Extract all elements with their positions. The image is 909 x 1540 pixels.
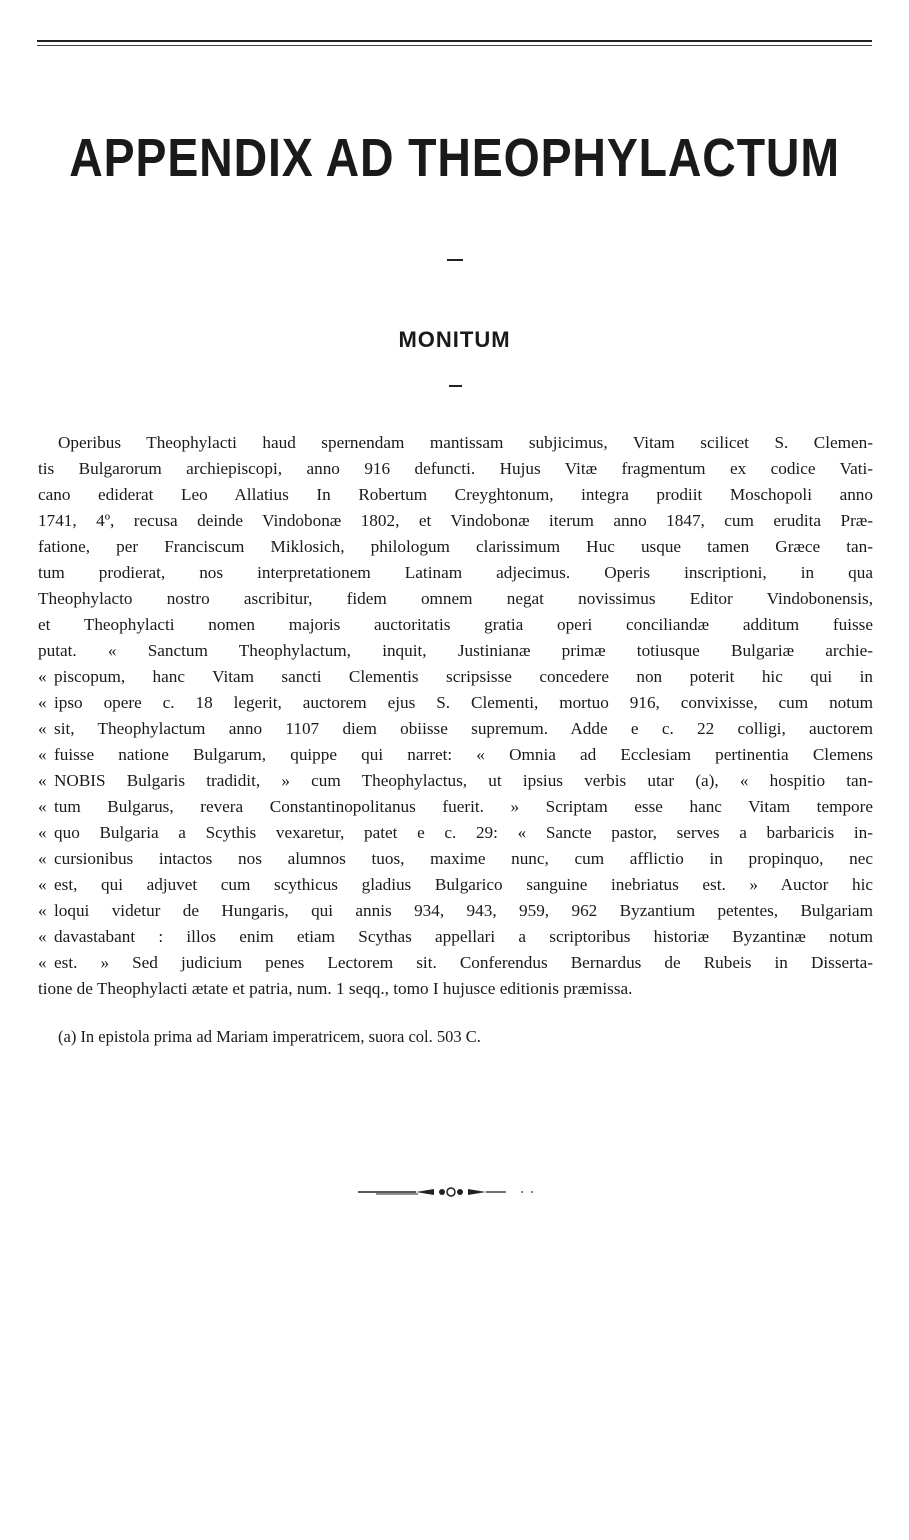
body-line xyxy=(38,638,873,664)
body-line xyxy=(38,768,873,794)
body-line-text: loqui videtur de Hungaris, qui annis 934, 943, 959, 962 Byzantium petentes, Bulgariam xyxy=(54,901,873,920)
body-line-text: NOBIS Bulgaris tradidit, » cum Theophylactus, ut ipsius verbis utar (a), « hospitio tan- xyxy=(54,771,873,790)
body-line-text: fatione, per Franciscum Miklosich, philologum clarissimum Huc usque tamen Græce tan- xyxy=(38,537,873,556)
page-title: APPENDIX AD THEOPHYLACTUM xyxy=(69,128,840,188)
body-line xyxy=(38,430,873,456)
body-line xyxy=(38,664,873,690)
body-line xyxy=(38,898,873,924)
top-rule-thick xyxy=(37,40,872,42)
quote-mark: « xyxy=(38,719,47,738)
quote-mark: « xyxy=(38,667,47,686)
body-line xyxy=(38,534,873,560)
heading-dash xyxy=(449,385,462,387)
body-line-text: piscopum, hanc Vitam sancti Clementis scripsisse concedere non poterit hic qui in xyxy=(54,667,873,686)
body-line-text: fuisse natione Bulgarum, quippe qui narret: « Omnia ad Ecclesiam pertinentia Clemens xyxy=(54,745,873,764)
body-line-text: cano ediderat Leo Allatius In Robertum Creyghtonum, integra prodiit Moschopoli anno xyxy=(38,485,873,504)
quote-mark: « xyxy=(38,927,47,946)
footnote: (a) In epistola prima ad Mariam imperatricem, suora col. 503 C. xyxy=(58,1027,481,1046)
body-line xyxy=(38,872,873,898)
body-line-text: quo Bulgaria a Scythis vexaretur, patet e c. 29: « Sancte pastor, serves a barbaricis in- xyxy=(54,823,873,842)
top-double-rule xyxy=(37,40,872,50)
quote-mark: « xyxy=(38,693,47,712)
quote-mark: « xyxy=(38,797,47,816)
body-line xyxy=(38,716,873,742)
body-line-text: tum Bulgarus, revera Constantinopolitanus fuerit. » Scriptam esse hanc Vitam tempore xyxy=(54,797,873,816)
body-line-text: tione de Theophylacti ætate et patria, num. 1 seqq., tomo I hujusce editionis præmissa. xyxy=(38,979,633,998)
body-line xyxy=(38,508,873,534)
body-line-text: est. » Sed judicium penes Lectorem sit. Conferendus Bernardus de Rubeis in Disserta- xyxy=(54,953,873,972)
body-line xyxy=(38,820,873,846)
body-line xyxy=(38,924,873,950)
title-dash xyxy=(447,259,463,261)
body-line xyxy=(38,456,873,482)
monitum-body xyxy=(38,430,873,1002)
body-line-text: est, qui adjuvet cum scythicus gladius Bulgarico sanguine inebriatus est. » Auctor hic xyxy=(54,875,873,894)
quote-mark: « xyxy=(38,771,47,790)
quote-mark: « xyxy=(38,849,47,868)
body-line-text: davastabant : illos enim etiam Scythas appellari a scriptoribus historiæ Byzantinæ notum xyxy=(54,927,873,946)
quote-mark: « xyxy=(38,823,47,842)
body-line-text: ipso opere c. 18 legerit, auctorem ejus S. Clementi, mortuo 916, convixisse, cum notum xyxy=(54,693,873,712)
body-line-text: putat. « Sanctum Theophylactum, inquit, Justinianæ primæ totiusque Bulgariæ archie- xyxy=(38,641,873,660)
ornament-divider xyxy=(356,1183,552,1201)
body-line xyxy=(38,976,873,1002)
body-line xyxy=(38,950,873,976)
body-line-text: Theophylacto nostro ascribitur, fidem omnem negat novissimus Editor Vindobonensis, xyxy=(38,589,873,608)
body-line-text: tis Bulgarorum archiepiscopi, anno 916 defuncti. Hujus Vitæ fragmentum ex codice Vati- xyxy=(38,459,873,478)
body-line xyxy=(38,482,873,508)
quote-mark: « xyxy=(38,953,47,972)
quote-mark: « xyxy=(38,901,47,920)
body-line xyxy=(38,794,873,820)
quote-mark: « xyxy=(38,745,47,764)
body-line xyxy=(38,586,873,612)
body-line-text: cursionibus intactos nos alumnos tuos, maxime nunc, cum afflictio in propinquo, nec xyxy=(54,849,873,868)
body-line xyxy=(38,846,873,872)
body-line-text: 1741, 4º, recusa deinde Vindobonæ 1802, et Vindobonæ iterum anno 1847, cum erudita Præ- xyxy=(38,511,873,530)
body-line xyxy=(38,612,873,638)
quote-mark: « xyxy=(38,875,47,894)
body-line-text: tum prodierat, nos interpretationem Latinam adjecimus. Operis inscriptioni, in qua xyxy=(38,563,873,582)
top-rule-thin xyxy=(37,45,872,46)
body-line xyxy=(38,560,873,586)
body-line-text: et Theophylacti nomen majoris auctoritatis gratia operi conciliandæ additum fuisse xyxy=(38,615,873,634)
body-line-text: Operibus Theophylacti haud spernendam mantissam subjicimus, Vitam scilicet S. Clemen- xyxy=(58,433,873,452)
body-line-text: sit, Theophylactum anno 1107 diem obiisse supremum. Adde e c. 22 colligi, auctorem xyxy=(54,719,873,738)
body-line xyxy=(38,742,873,768)
body-line xyxy=(38,690,873,716)
section-heading: MONITUM xyxy=(398,327,511,352)
